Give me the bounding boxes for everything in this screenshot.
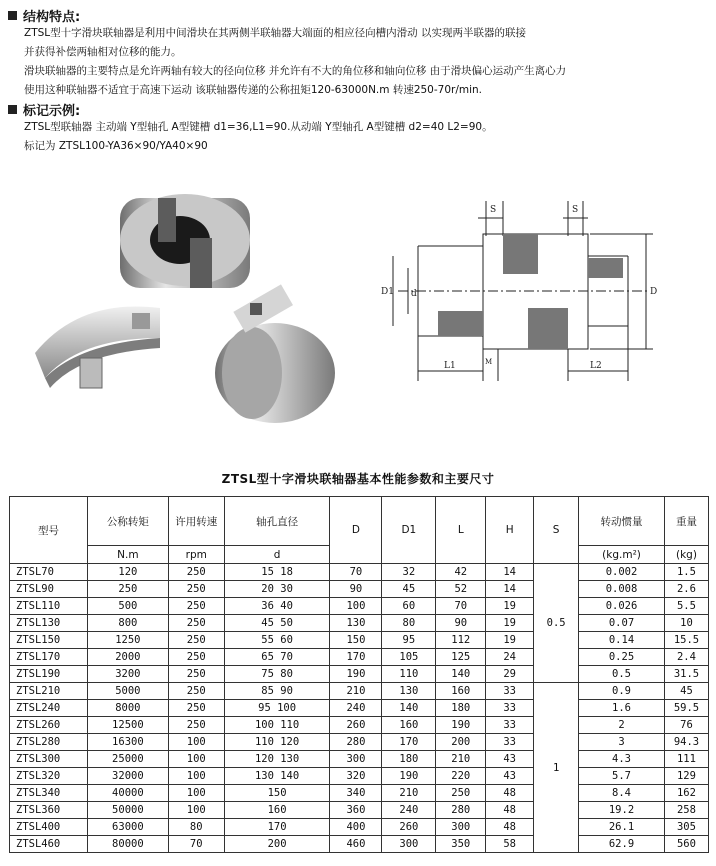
cell-bore: 20 30 [224,581,330,598]
cell-torque: 5000 [87,683,168,700]
cell-D1: 170 [382,734,436,751]
cell-torque: 80000 [87,836,168,853]
cell-weight: 1.5 [664,564,708,581]
cell-L: 112 [436,632,486,649]
cell-D1: 190 [382,768,436,785]
table-row [10,802,709,819]
cell-H: 43 [486,751,534,768]
cell-model: ZTSL110 [10,598,88,615]
col-header-bore: 轴孔直径 [224,497,330,546]
cell-torque: 1250 [87,632,168,649]
cell-inertia: 62.9 [579,836,665,853]
cell-model: ZTSL260 [10,717,88,734]
cell-inertia: 0.07 [579,615,665,632]
unit-torque: N.m [87,546,168,564]
cell-speed: 250 [168,615,224,632]
cell-H: 48 [486,819,534,836]
cell-inertia: 1.6 [579,700,665,717]
marking-section [8,100,493,156]
col-header-weight: 重量 [664,497,708,546]
cell-D: 100 [330,598,382,615]
unit-weight: (kg) [664,546,708,564]
cell-inertia: 0.9 [579,683,665,700]
cell-D1: 260 [382,819,436,836]
cell-torque: 50000 [87,802,168,819]
cell-inertia: 0.026 [579,598,665,615]
cell-D: 280 [330,734,382,751]
cell-weight: 45 [664,683,708,700]
cell-L: 250 [436,785,486,802]
cell-speed: 100 [168,768,224,785]
cell-weight: 59.5 [664,700,708,717]
cell-weight: 129 [664,768,708,785]
cell-D1: 160 [382,717,436,734]
cell-H: 43 [486,768,534,785]
cell-bore: 160 [224,802,330,819]
cell-D: 360 [330,802,382,819]
cell-bore: 75 80 [224,666,330,683]
table-row [10,581,709,598]
cell-speed: 250 [168,632,224,649]
cell-D1: 32 [382,564,436,581]
spec-table [9,496,709,853]
cell-D1: 80 [382,615,436,632]
cell-L: 280 [436,802,486,819]
cell-bore: 120 130 [224,751,330,768]
cell-speed: 250 [168,564,224,581]
cell-D: 320 [330,768,382,785]
structure-heading-row [8,6,566,24]
cell-L: 350 [436,836,486,853]
cell-L: 42 [436,564,486,581]
cell-D1: 60 [382,598,436,615]
cell-model: ZTSL320 [10,768,88,785]
cell-bore: 55 60 [224,632,330,649]
cell-torque: 250 [87,581,168,598]
cell-model: ZTSL360 [10,802,88,819]
cell-D: 340 [330,785,382,802]
cell-D1: 140 [382,700,436,717]
hub-bottom [215,284,335,423]
cell-model: ZTSL170 [10,649,88,666]
table-row [10,632,709,649]
cell-torque: 25000 [87,751,168,768]
cell-weight: 94.3 [664,734,708,751]
cell-speed: 250 [168,717,224,734]
cell-H: 14 [486,564,534,581]
cell-speed: 80 [168,819,224,836]
col-header-D: D [330,497,382,564]
cell-L: 160 [436,683,486,700]
cell-speed: 100 [168,785,224,802]
drawing-label-D: D [650,287,658,297]
cell-D1: 240 [382,802,436,819]
cell-weight: 76 [664,717,708,734]
cell-bore: 15 18 [224,564,330,581]
cell-torque: 3200 [87,666,168,683]
cell-torque: 500 [87,598,168,615]
table-row [10,564,709,581]
table-body [10,564,709,853]
cell-speed: 70 [168,836,224,853]
cell-D: 190 [330,666,382,683]
coupling-photo [20,178,350,438]
cell-H: 48 [486,802,534,819]
cell-bore: 100 110 [224,717,330,734]
marking-heading: 标记示例: [23,103,81,119]
cell-s-group: 1 [534,683,579,853]
col-header-torque: 公称转矩 [87,497,168,546]
cell-inertia: 4.3 [579,751,665,768]
cell-weight: 258 [664,802,708,819]
drawing-label-s: S [572,205,579,215]
cell-D: 400 [330,819,382,836]
cell-inertia: 2 [579,717,665,734]
cell-torque: 12500 [87,717,168,734]
cell-L: 300 [436,819,486,836]
cell-D: 150 [330,632,382,649]
col-header-inertia: 转动惯量 [579,497,665,546]
cell-bore: 45 50 [224,615,330,632]
drawing-label-s: S [490,205,497,215]
cell-model: ZTSL280 [10,734,88,751]
drawing-label-d1: D1 [381,287,394,297]
cell-model: ZTSL150 [10,632,88,649]
cell-speed: 250 [168,666,224,683]
table-row [10,649,709,666]
cell-H: 58 [486,836,534,853]
table-row [10,700,709,717]
cell-weight: 2.4 [664,649,708,666]
table-row [10,836,709,853]
cell-D: 170 [330,649,382,666]
unit-inertia: (kg.m²) [579,546,665,564]
cell-H: 33 [486,717,534,734]
cell-inertia: 26.1 [579,819,665,836]
cell-L: 140 [436,666,486,683]
cell-weight: 15.5 [664,632,708,649]
hub-top [120,194,250,288]
cell-H: 33 [486,683,534,700]
cell-bore: 36 40 [224,598,330,615]
cell-weight: 2.6 [664,581,708,598]
cell-weight: 5.5 [664,598,708,615]
cell-inertia: 0.25 [579,649,665,666]
cell-speed: 250 [168,581,224,598]
cell-torque: 32000 [87,768,168,785]
col-header-model: 型号 [10,497,88,564]
table-title: ZTSL型十字滑块联轴器基本性能参数和主要尺寸 [221,472,495,486]
cell-L: 210 [436,751,486,768]
cell-D: 460 [330,836,382,853]
cell-speed: 100 [168,734,224,751]
cell-D: 90 [330,581,382,598]
table-row [10,717,709,734]
cell-H: 19 [486,615,534,632]
cell-torque: 40000 [87,785,168,802]
col-header-S: S [534,497,579,564]
cell-model: ZTSL190 [10,666,88,683]
drawing-label-m: M [485,358,493,366]
table-row [10,734,709,751]
slider-disc [35,306,160,388]
table-row [10,768,709,785]
cell-L: 220 [436,768,486,785]
cell-L: 90 [436,615,486,632]
cell-H: 29 [486,666,534,683]
table-row [10,683,709,700]
cell-torque: 2000 [87,649,168,666]
cell-D1: 105 [382,649,436,666]
marking-line: ZTSL型联轴器 主动端 Y型轴孔 A型键槽 d1=36,L1=90.从动端 Y型轴孔 A型键槽 d2=40 L2=90。 [24,121,493,133]
cell-H: 48 [486,785,534,802]
cell-bore: 150 [224,785,330,802]
cell-D: 130 [330,615,382,632]
marking-heading-row [8,100,493,118]
cell-bore: 110 120 [224,734,330,751]
cell-D1: 95 [382,632,436,649]
cell-L: 70 [436,598,486,615]
cell-bore: 65 70 [224,649,330,666]
cell-weight: 162 [664,785,708,802]
cell-D1: 300 [382,836,436,853]
cell-inertia: 0.14 [579,632,665,649]
square-bullet-icon [8,105,17,114]
cell-s-group: 0.5 [534,564,579,683]
cell-speed: 250 [168,598,224,615]
cell-weight: 560 [664,836,708,853]
table-row [10,751,709,768]
unit-bore: d [224,546,330,564]
cell-speed: 250 [168,700,224,717]
cell-L: 125 [436,649,486,666]
cell-speed: 250 [168,683,224,700]
cell-torque: 8000 [87,700,168,717]
cell-model: ZTSL340 [10,785,88,802]
cell-model: ZTSL240 [10,700,88,717]
cell-D1: 210 [382,785,436,802]
cell-L: 200 [436,734,486,751]
cell-D: 260 [330,717,382,734]
cell-inertia: 0.002 [579,564,665,581]
cell-bore: 95 100 [224,700,330,717]
cell-torque: 120 [87,564,168,581]
cell-model: ZTSL210 [10,683,88,700]
drawing-label-l2: L2 [590,361,602,371]
cell-speed: 250 [168,649,224,666]
structure-section [8,6,566,100]
cell-H: 14 [486,581,534,598]
cell-bore: 130 140 [224,768,330,785]
cell-H: 33 [486,734,534,751]
table-row [10,819,709,836]
cell-inertia: 5.7 [579,768,665,785]
drawing-label-d: d [411,289,417,299]
table-row [10,785,709,802]
cell-L: 190 [436,717,486,734]
cell-model: ZTSL90 [10,581,88,598]
cell-inertia: 0.5 [579,666,665,683]
square-bullet-icon [8,11,17,20]
technical-drawing [378,196,698,391]
cell-D1: 110 [382,666,436,683]
cell-model: ZTSL70 [10,564,88,581]
cell-weight: 305 [664,819,708,836]
cell-model: ZTSL460 [10,836,88,853]
table-row [10,598,709,615]
cell-inertia: 3 [579,734,665,751]
cell-bore: 200 [224,836,330,853]
structure-line: 使用这种联轴器不适宜于高速下运动 该联轴器传递的公称扭矩120-63000N.m 转速250-70r/min. [24,84,483,96]
cell-L: 52 [436,581,486,598]
structure-heading: 结构特点: [23,9,81,25]
cell-weight: 31.5 [664,666,708,683]
cell-speed: 100 [168,802,224,819]
structure-line: ZTSL型十字滑块联轴器是利用中间滑块在其两侧半联轴器大端面的相应径向槽内滑动 以实现两半联器的联接 [24,27,526,39]
cell-model: ZTSL130 [10,615,88,632]
cell-D: 300 [330,751,382,768]
col-header-speed: 许用转速 [168,497,224,546]
structure-line: 并获得补偿两轴相对位移的能力。 [24,46,182,58]
cell-torque: 16300 [87,734,168,751]
table-row [10,666,709,683]
cell-D1: 45 [382,581,436,598]
cell-D1: 130 [382,683,436,700]
table-row [10,615,709,632]
cell-torque: 63000 [87,819,168,836]
cell-H: 19 [486,598,534,615]
cell-D1: 180 [382,751,436,768]
cell-torque: 800 [87,615,168,632]
cell-bore: 85 90 [224,683,330,700]
cell-weight: 10 [664,615,708,632]
col-header-L: L [436,497,486,564]
cell-H: 33 [486,700,534,717]
col-header-H: H [486,497,534,564]
col-header-D1: D1 [382,497,436,564]
cell-H: 19 [486,632,534,649]
cell-weight: 111 [664,751,708,768]
cell-D: 210 [330,683,382,700]
cell-inertia: 0.008 [579,581,665,598]
cell-bore: 170 [224,819,330,836]
marking-line: 标记为 ZTSL100-YA36×90/YA40×90 [24,140,208,152]
cell-D: 240 [330,700,382,717]
structure-line: 滑块联轴器的主要特点是允许两轴有较大的径向位移 并允许有不大的角位移和轴向位移 由于滑块偏心运动产生离心力 [24,65,567,77]
cell-model: ZTSL300 [10,751,88,768]
cell-speed: 100 [168,751,224,768]
cell-L: 180 [436,700,486,717]
cell-H: 24 [486,649,534,666]
unit-speed: rpm [168,546,224,564]
cell-inertia: 19.2 [579,802,665,819]
cell-D: 70 [330,564,382,581]
cell-model: ZTSL400 [10,819,88,836]
drawing-label-l1: L1 [444,361,456,371]
cell-inertia: 8.4 [579,785,665,802]
